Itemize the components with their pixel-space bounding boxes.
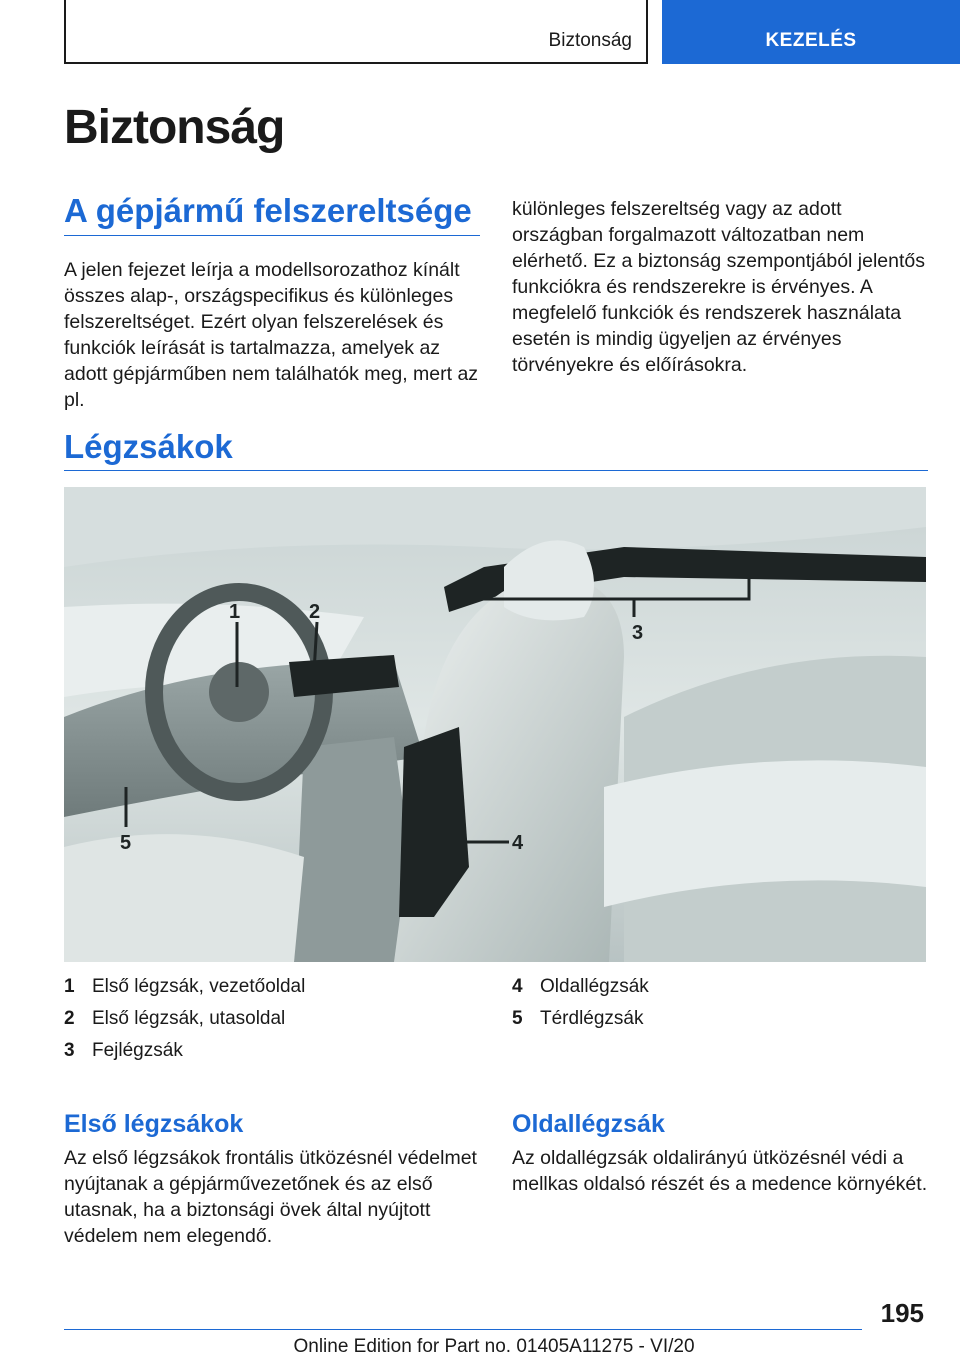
footer-rule: [64, 1329, 862, 1330]
legend-number: 4: [512, 976, 523, 997]
header-box: [64, 0, 648, 64]
equipment-heading-rule: [64, 235, 480, 236]
callout-1: 1: [229, 601, 241, 623]
legend-left: [64, 971, 480, 1067]
legend-label: Első légzsák, vezetőoldal: [92, 976, 306, 997]
legend-item: [64, 1003, 480, 1035]
legend-item: [512, 971, 928, 1003]
airbags-heading: Légzsákok: [64, 428, 233, 465]
legend-number: 2: [64, 1008, 75, 1029]
car-interior-illustration: [64, 487, 926, 962]
page-number: 195: [880, 1298, 924, 1328]
callout-2: 2: [309, 601, 321, 623]
airbag-illustration: [64, 487, 926, 962]
front-airbags-heading: Első légzsákok: [64, 1110, 244, 1138]
equipment-text-right: különleges felszereltség vagy az adott országban forgalmazott változatban nem elérhető. Ez a biztonság szempontjából jelentős funkciókra és rendszerekre is érvényes. A megfelelő funkciók és rendszerek használata esetén is mindig ügyeljen az érvényes törvényekre és előírásokra.: [512, 198, 926, 376]
front-airbags-text: Az első légzsákok frontális ütközésnél védelmet nyújtanak a gépjárművezetőnek és az első utasnak, ha a biztonsági övek által nyújtott védelem nem elegendő.: [64, 1147, 477, 1247]
footer-edition: Online Edition for Part no. 01405A11275 - VI/20: [293, 1336, 695, 1357]
side-airbag-heading: Oldallégzsák: [512, 1110, 665, 1138]
legend-label: Fejlégzsák: [92, 1040, 183, 1061]
equipment-text-left: A jelen fejezet leírja a modellsorozathoz kínált összes alap-, országspecifikus és különleges felszereltséget. Ezért olyan felszerelések és funkciók leírását is tartalmazza, amelyek az adott gépjárműben nem találhatók meg, mert az pl.: [64, 259, 479, 411]
header-tab-label: KEZELÉS: [765, 30, 857, 51]
header-tab-kezeles[interactable]: [662, 0, 960, 64]
legend-right: [512, 971, 928, 1035]
equipment-heading: A gépjármű felszereltsége: [64, 192, 472, 229]
legend-number: 3: [64, 1040, 75, 1061]
airbags-heading-rule: [64, 470, 928, 471]
legend-label: Első légzsák, utasoldal: [92, 1008, 286, 1029]
legend-number: 5: [512, 1008, 523, 1029]
side-airbag-text: Az oldallégzsák oldalirányú ütközésnél védi a mellkas oldalsó részét és a medence környékét.: [512, 1147, 928, 1195]
legend-number: 1: [64, 976, 75, 997]
legend-label: Oldallégzsák: [540, 976, 649, 997]
page-title: Biztonság: [64, 101, 285, 154]
legend-label: Térdlégzsák: [540, 1008, 644, 1029]
callout-4: 4: [512, 832, 524, 854]
header-section-title: Biztonság: [548, 30, 632, 51]
legend-item: [64, 1035, 480, 1067]
callout-5: 5: [120, 832, 132, 854]
legend-item: [64, 971, 480, 1003]
legend-item: [512, 1003, 928, 1035]
callout-3: 3: [632, 622, 644, 644]
